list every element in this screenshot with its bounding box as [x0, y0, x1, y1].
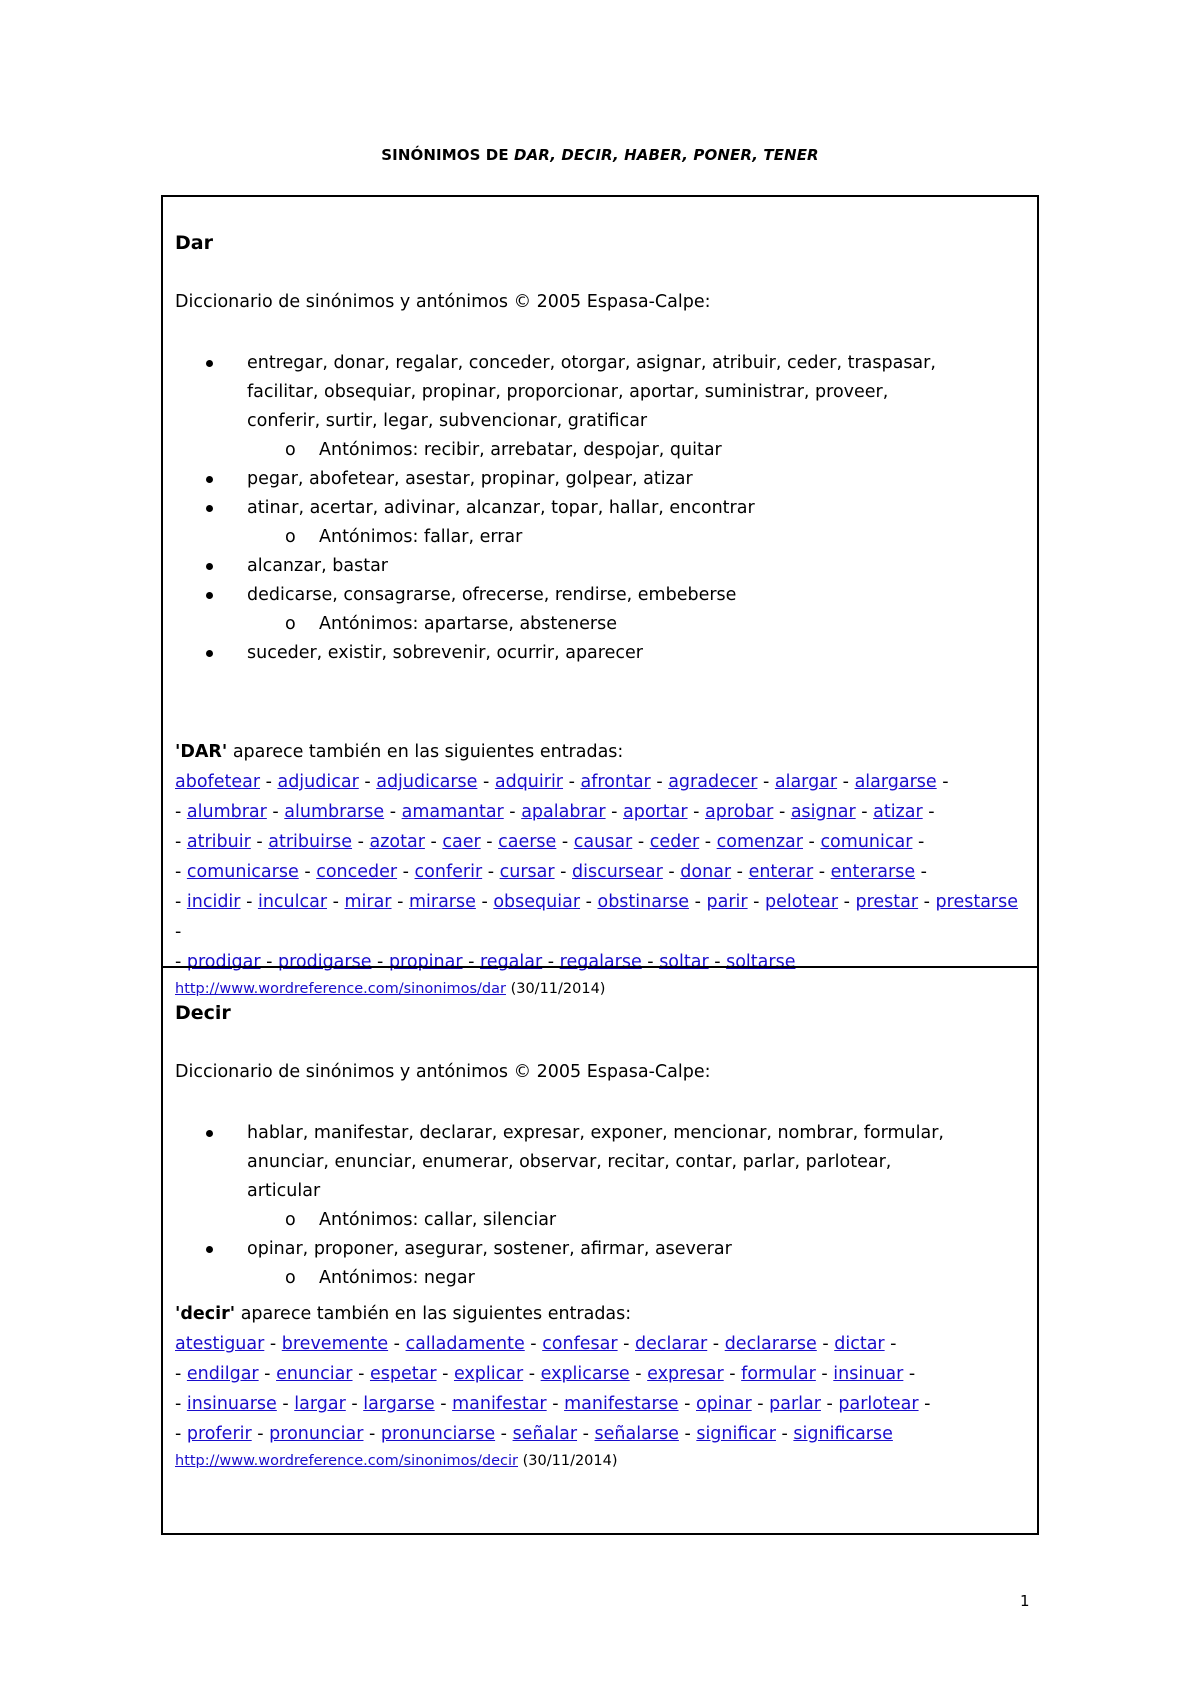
entry-link[interactable]: enterarse — [830, 862, 916, 882]
entry-link[interactable]: prestar — [855, 892, 919, 912]
entry-link[interactable]: conceder — [316, 862, 398, 882]
synonym-line: entregar, donar, regalar, conceder, otorgar, asignar, atribuir, ceder, traspasar, — [247, 353, 936, 373]
entry-link[interactable]: causar — [573, 832, 633, 852]
entry-link[interactable]: atribuirse — [268, 832, 353, 852]
entry-link[interactable]: significarse — [793, 1424, 893, 1444]
source-url-line — [175, 1449, 1027, 1473]
synonym-item — [175, 349, 1027, 436]
entry-link[interactable]: explicar — [453, 1364, 524, 1384]
entry-link[interactable]: proferir — [186, 1424, 252, 1444]
links-line: - atribuir - atribuirse - azotar - caer - caerse - causar - ceder - comenzar - comunicar - — [175, 832, 925, 852]
entry-link[interactable]: opinar — [695, 1394, 752, 1414]
links-line: - proferir - pronunciar - pronunciarse - señalar - señalarse - significar - significarse — [175, 1424, 893, 1444]
also-word: 'decir' — [175, 1304, 236, 1324]
entry-link[interactable]: caer — [442, 832, 481, 852]
section-heading: Decir — [175, 1002, 231, 1024]
sub-bullet-icon: o — [285, 527, 296, 547]
antonym-text: Antónimos: negar — [319, 1268, 475, 1288]
entry-link[interactable]: alargarse — [854, 772, 937, 792]
entry-link[interactable]: enunciar — [276, 1364, 353, 1384]
entry-link[interactable]: parlar — [769, 1394, 821, 1414]
entry-link[interactable]: agradecer — [668, 772, 758, 792]
entry-link[interactable]: enterar — [748, 862, 814, 882]
section-dar — [161, 195, 1039, 997]
synonym-item — [175, 1235, 1027, 1264]
links-line: - prodigar - prodigarse - propinar - regalar - regalarse - soltar - soltarse — [175, 952, 796, 972]
links-line: atestiguar - brevemente - calladamente - confesar - declarar - declararse - dictar - — [175, 1334, 897, 1354]
synonym-line: anunciar, enunciar, enumerar, observar, recitar, contar, parlar, parlotear, — [247, 1152, 892, 1172]
entry-link[interactable]: prodigarse — [277, 952, 372, 972]
sub-bullet-icon: o — [285, 1210, 296, 1230]
antonym-item — [175, 610, 1027, 639]
entry-link[interactable]: atribuir — [186, 832, 251, 852]
synonym-line: pegar, abofetear, asestar, propinar, golpear, atizar — [247, 469, 693, 489]
entry-link[interactable]: obsequiar — [493, 892, 581, 912]
sub-bullet-icon: o — [285, 440, 296, 460]
entry-link[interactable]: soltarse — [726, 952, 796, 972]
entry-link[interactable]: señalar — [512, 1424, 578, 1444]
entry-link[interactable]: declararse — [724, 1334, 817, 1354]
page-number: 1 — [1020, 1592, 1030, 1610]
entry-link[interactable]: endilgar — [186, 1364, 259, 1384]
links-line: - endilgar - enunciar - espetar - explicar - explicarse - expresar - formular - insinuar - — [175, 1364, 916, 1384]
entry-link[interactable]: mirarse — [408, 892, 476, 912]
also-text: aparece también en las siguientes entradas: — [227, 742, 624, 762]
entry-link[interactable]: alumbrar — [186, 802, 267, 822]
entry-link[interactable]: prestarse — [935, 892, 1019, 912]
entry-link[interactable]: brevemente — [281, 1334, 389, 1354]
source-url-link[interactable]: http://www.wordreference.com/sinonimos/dar — [175, 981, 506, 997]
entry-link[interactable]: formular — [741, 1364, 816, 1384]
entry-link[interactable]: pelotear — [765, 892, 839, 912]
entry-link[interactable]: largarse — [363, 1394, 435, 1414]
entry-link[interactable]: comenzar — [716, 832, 803, 852]
entry-link[interactable]: parlotear — [838, 1394, 919, 1414]
synonym-line: suceder, existir, sobrevenir, ocurrir, aparecer — [247, 643, 643, 663]
synonym-item — [175, 552, 1027, 581]
entry-link[interactable]: adjudicarse — [376, 772, 478, 792]
entry-link[interactable]: expresar — [647, 1364, 724, 1384]
entry-link[interactable]: propinar — [388, 952, 463, 972]
source-url-link[interactable]: http://www.wordreference.com/sinonimos/decir — [175, 1453, 519, 1469]
section-decir — [161, 966, 1039, 1535]
synonym-item — [175, 494, 1027, 523]
entry-link[interactable]: aportar — [623, 802, 688, 822]
antonym-item — [175, 436, 1027, 465]
entry-link[interactable]: calladamente — [405, 1334, 525, 1354]
entry-link[interactable]: alargar — [774, 772, 838, 792]
also-appears-line — [175, 738, 1027, 768]
entry-link[interactable]: parir — [706, 892, 748, 912]
entry-link[interactable]: atizar — [873, 802, 923, 822]
entry-link[interactable]: aprobar — [704, 802, 774, 822]
entry-link[interactable]: atestiguar — [175, 1334, 265, 1354]
synonym-line: alcanzar, bastar — [247, 556, 388, 576]
sub-bullet-icon: o — [285, 1268, 296, 1288]
links-line: abofetear - adjudicar - adjudicarse - adquirir - afrontar - agradecer - alargar - alargarse - — [175, 772, 949, 792]
title-prefix: SINÓNIMOS DE — [381, 146, 515, 164]
entry-link[interactable]: incidir — [186, 892, 241, 912]
entry-link[interactable]: conferir — [414, 862, 483, 882]
page-title — [0, 146, 1200, 164]
sub-bullet-icon: o — [285, 614, 296, 634]
antonym-item — [175, 1206, 1027, 1235]
entry-link[interactable]: cursar — [499, 862, 555, 882]
links-line: - comunicarse - conceder - conferir - cursar - discursear - donar - enterar - enterarse - — [175, 862, 927, 882]
synonym-list — [175, 349, 1027, 668]
also-text: aparece también en las siguientes entradas: — [235, 1304, 632, 1324]
also-word: 'DAR' — [175, 742, 228, 762]
synonym-line: dedicarse, consagrarse, ofrecerse, rendirse, embeberse — [247, 585, 737, 605]
entry-link[interactable]: explicarse — [540, 1364, 630, 1384]
also-appears-line — [175, 1300, 1027, 1330]
entry-link[interactable]: regalarse — [559, 952, 642, 972]
antonym-text: Antónimos: apartarse, abstenerse — [319, 614, 617, 634]
links-line: - incidir - inculcar - mirar - mirarse - obsequiar - obstinarse - parir - pelotear - prestar - prestarse - — [175, 892, 1019, 942]
entry-link[interactable]: adquirir — [494, 772, 564, 792]
access-date: (30/11/2014) — [505, 981, 606, 997]
entry-link[interactable]: obstinarse — [597, 892, 690, 912]
antonym-text: Antónimos: callar, silenciar — [319, 1210, 557, 1230]
entry-link[interactable]: comunicarse — [186, 862, 299, 882]
entry-link[interactable]: señalarse — [594, 1424, 679, 1444]
entry-link[interactable]: prodigar — [186, 952, 261, 972]
entry-link[interactable]: abofetear — [175, 772, 261, 792]
title-italic: DAR, DECIR, HABER, PONER, TENER — [514, 146, 819, 164]
access-date: (30/11/2014) — [518, 1453, 618, 1469]
entry-link[interactable]: insinuar — [833, 1364, 904, 1384]
entry-link[interactable]: discursear — [572, 862, 663, 882]
entry-link[interactable]: manifestar — [452, 1394, 547, 1414]
antonym-item — [175, 1264, 1027, 1293]
source-line: Diccionario de sinónimos y antónimos © 2005 Espasa-Calpe: — [175, 292, 711, 312]
entry-link[interactable]: asignar — [790, 802, 856, 822]
antonym-text: Antónimos: recibir, arrebatar, despojar, quitar — [319, 440, 722, 460]
links-line: - alumbrar - alumbrarse - amamantar - apalabrar - aportar - aprobar - asignar - atizar - — [175, 802, 935, 822]
synonym-line: conferir, surtir, legar, subvencionar, gratificar — [247, 411, 648, 431]
entry-link[interactable]: espetar — [369, 1364, 437, 1384]
antonym-text: Antónimos: fallar, errar — [319, 527, 523, 547]
synonym-list — [175, 1119, 1027, 1293]
entry-link[interactable]: comunicar — [820, 832, 913, 852]
entry-link[interactable]: azotar — [369, 832, 425, 852]
synonym-line: opinar, proponer, asegurar, sostener, afirmar, aseverar — [247, 1239, 732, 1259]
links-line: - insinuarse - largar - largarse - manifestar - manifestarse - opinar - parlar - parlotear - — [175, 1394, 931, 1414]
entry-link[interactable]: insinuarse — [186, 1394, 277, 1414]
entry-link[interactable]: significar — [696, 1424, 776, 1444]
entry-link[interactable]: dictar — [834, 1334, 885, 1354]
entry-link[interactable]: amamantar — [401, 802, 504, 822]
entry-link[interactable]: adjudicar — [277, 772, 359, 792]
entry-link[interactable]: caerse — [498, 832, 557, 852]
synonym-line: articular — [247, 1181, 321, 1201]
synonym-line: facilitar, obsequiar, propinar, proporcionar, aportar, suministrar, proveer, — [247, 382, 889, 402]
entry-link[interactable]: alumbrarse — [284, 802, 385, 822]
synonym-item — [175, 465, 1027, 494]
entry-link[interactable]: manifestarse — [564, 1394, 679, 1414]
entry-link[interactable]: soltar — [659, 952, 709, 972]
entry-link[interactable]: apalabrar — [521, 802, 606, 822]
entry-link[interactable]: donar — [680, 862, 732, 882]
section-heading: Dar — [175, 232, 213, 254]
entry-link[interactable]: inculcar — [257, 892, 328, 912]
entry-link[interactable]: pronunciarse — [380, 1424, 496, 1444]
antonym-item — [175, 523, 1027, 552]
entry-link[interactable]: declarar — [635, 1334, 708, 1354]
synonym-line: hablar, manifestar, declarar, expresar, exponer, mencionar, nombrar, formular, — [247, 1123, 944, 1143]
synonym-item — [175, 581, 1027, 610]
source-line: Diccionario de sinónimos y antónimos © 2005 Espasa-Calpe: — [175, 1062, 711, 1082]
entry-link[interactable]: confesar — [542, 1334, 618, 1354]
entry-link[interactable]: regalar — [480, 952, 543, 972]
synonym-item — [175, 639, 1027, 668]
related-entries — [175, 1329, 1027, 1473]
synonym-item — [175, 1119, 1027, 1206]
entry-link[interactable]: afrontar — [580, 772, 651, 792]
entry-link[interactable]: mirar — [344, 892, 392, 912]
entry-link[interactable]: ceder — [649, 832, 700, 852]
entry-link[interactable]: pronunciar — [269, 1424, 364, 1444]
entry-link[interactable]: largar — [294, 1394, 346, 1414]
synonym-line: atinar, acertar, adivinar, alcanzar, topar, hallar, encontrar — [247, 498, 755, 518]
